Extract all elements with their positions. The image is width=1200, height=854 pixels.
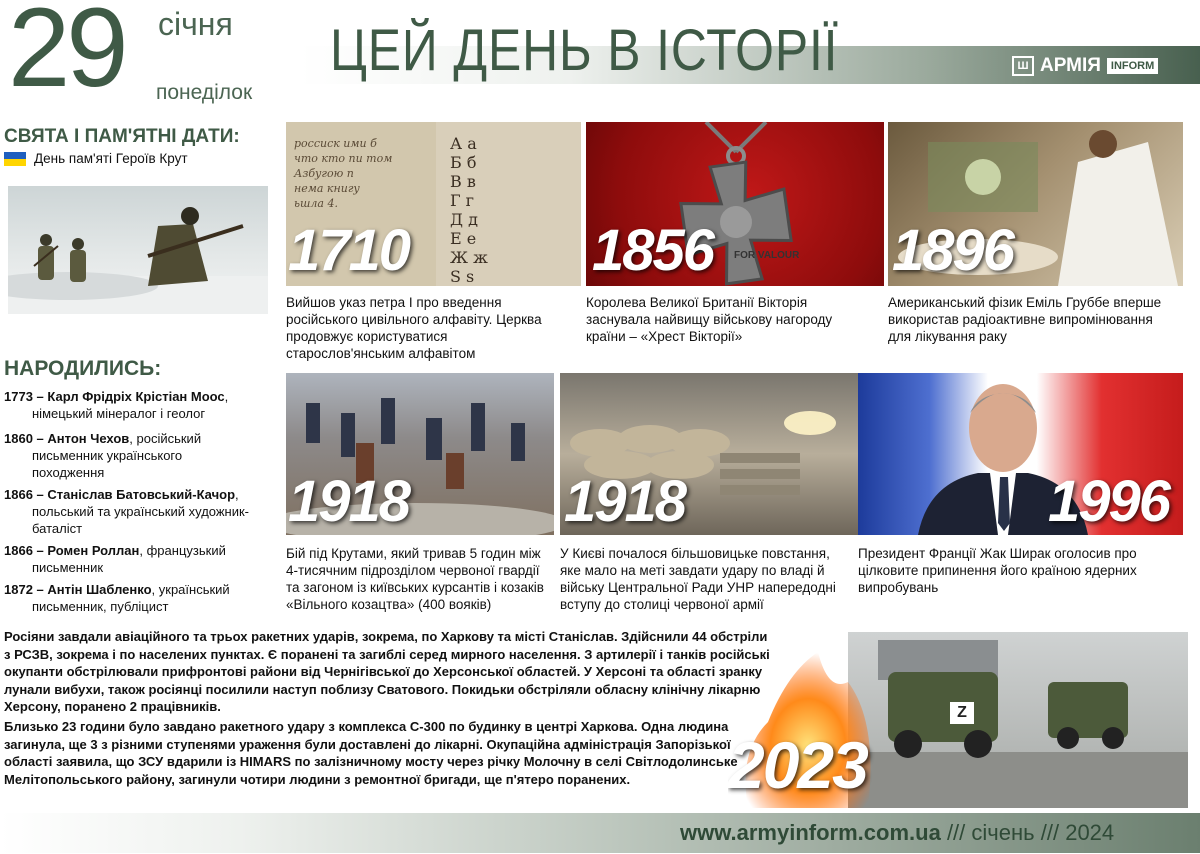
footer-separator: /// (946, 820, 966, 845)
event-caption: Американський фізик Еміль Груббе вперше використав радіоактивне випромінювання для лікування раку (888, 295, 1162, 344)
armyinform-logo[interactable] (1012, 52, 1180, 80)
born-year: 1860 (4, 431, 33, 446)
born-desc: , російський (129, 431, 202, 446)
date-weekday: понеділок (156, 81, 253, 104)
alphabet-letter: А а (450, 134, 477, 153)
event-year: 1918 (288, 469, 410, 534)
alphabet-script-line: Азбугою п (294, 167, 354, 180)
alphabet-letter: Б б (450, 153, 477, 172)
born-desc-line: письменник українського (32, 448, 183, 463)
footer-separator: /// (1040, 820, 1060, 845)
event-caption: Президент Франції Жак Ширак оголосив про цілковите припинення його країною ядерних випробувань (858, 546, 1137, 595)
born-name: Антін Шабленко (47, 582, 152, 597)
born-desc-line: походження (32, 465, 105, 480)
event-year: 1856 (592, 218, 714, 283)
born-desc-line: німецький мінералог і геолог (32, 406, 206, 421)
born-year: 1866 (4, 487, 33, 502)
footer-year: 2024 (1065, 820, 1115, 845)
footer-month: січень (971, 820, 1035, 845)
event-photo-alphabet (286, 122, 581, 286)
event-photo-victoria-cross (586, 122, 884, 286)
born-desc-line: письменник, публіцист (32, 599, 169, 614)
event-photo-chirac (858, 373, 1183, 535)
news-paragraph: Близько 23 години було завдано ракетного удару з комплекса С-300 по будинку в центрі Харкова. Одна людина загинула, ще 3 з різними ступенями ураження були доставлені до лікарні. Окупаційна адміністрація Запорізької області заявила, що ЗСУ вдарили із HIMARS по залізничному мосту через річку Молочну в селі Світлодолинське Мелітопольського району, загинули чотири людини з ремонтної бригади, ще п'ятеро поранених. (4, 719, 738, 787)
date-month: січня (158, 6, 233, 42)
event-caption: У Києві почалося більшовицьке повстання, яке мало на меті завдати удару по владі й війську Центральної Ради УНР напередодні вступу до столиці червоної армії (560, 546, 836, 612)
holiday-item (4, 151, 188, 166)
born-year: 1872 (4, 582, 33, 597)
logo-sub-text: INFORM (1107, 58, 1158, 74)
born-year: 1773 (4, 389, 33, 404)
born-name: Антон Чехов (47, 431, 130, 446)
born-item: 1872 – Антін Шабленко, український письменник, публіцист (4, 581, 274, 615)
event-caption: Вийшов указ петра І про введення російського цивільного алфавіту. Церква продовжує користуватися старослов'янським алфавітом (286, 295, 542, 361)
ukraine-flag-icon (4, 152, 26, 166)
event-caption: Бій під Крутами, який тривав 5 годин між 4-тисячним підрозділом червоної гвардії та загоном із київських курсантів і козаків «Вільного козацтва» (400 вояків) (286, 546, 544, 612)
news-paragraph: Росіяни завдали авіаційного та трьох ракетних ударів, зокрема, по Харкову та місті Станіслав. Здійснили 44 обстріли з РСЗВ, зокрема і по населених пунктах. Є поранені та загиблі серед мирного населення. З артилерії і танків російські окупанти обстрілювали прифронтові райони від Чернігівської до Херсонської областей. У Херсоні та області зранку лунали вибухи, також росіянці посилили наступ поблизу Сватового. Покидьки обстріляли обласну клінічну лікарню Херсону, поранено 2 працівників. (4, 629, 770, 714)
alphabet-letter: Д д (450, 210, 478, 229)
born-name: Карл Фрідріх Крістіан Моос (47, 389, 225, 404)
vehicle-mark: Z (957, 704, 967, 721)
born-year: 1866 (4, 543, 33, 558)
born-heading: НАРОДИЛИСЬ: (4, 357, 162, 380)
born-desc-line: письменник (32, 560, 104, 575)
event-year: 1918 (564, 469, 686, 534)
born-desc: , французький (139, 543, 226, 558)
born-desc-line: баталіст (32, 521, 83, 536)
born-item: 1866 – Ромен Роллан, французький письменник (4, 542, 274, 576)
kruty-heroes-photo (8, 186, 268, 314)
alphabet-letter: В в (450, 172, 476, 191)
date-day: 29 (8, 0, 125, 110)
born-desc: , український (151, 582, 230, 597)
holiday-label: День пам'яті Героїв Крут (34, 151, 188, 166)
alphabet-letter: Г г (450, 191, 475, 210)
event-year: 1996 (1048, 469, 1170, 534)
alphabet-letter: Е е (450, 229, 477, 248)
alphabet-script-line: что кто пи том (294, 152, 393, 165)
medal-inscription: FOR VALOUR (734, 250, 800, 261)
logo-main-text: АРМІЯ (1040, 55, 1101, 76)
born-item: 1866 – Станіслав Батовський-Качор, польський та український художник- баталіст (4, 486, 274, 537)
born-desc: , (224, 389, 229, 404)
event-photo-kruty-battle (286, 373, 554, 535)
page-title: ЦЕЙ ДЕНЬ В ІСТОРІЇ (330, 18, 839, 83)
holidays-heading: СВЯТА І ПАМ'ЯТНІ ДАТИ: (4, 126, 240, 147)
alphabet-letter: Ж ж (450, 248, 488, 267)
alphabet-script-line: россиск ими б (294, 137, 377, 150)
event-year: 1710 (288, 218, 410, 283)
born-item: 1860 – Антон Чехов, російський письменник українського походження (4, 430, 274, 481)
alphabet-letter: S s (450, 267, 475, 286)
born-desc: , (235, 487, 239, 502)
footer (680, 820, 1114, 846)
born-name: Ромен Роллан (47, 543, 140, 558)
alphabet-script-line: ьшла 4. (294, 197, 338, 210)
event-photo-radiotherapy (888, 122, 1183, 286)
born-desc-line: польський та український художник- (32, 504, 250, 519)
event-photo-kyiv-uprising (560, 373, 858, 535)
alphabet-script-line: нема книгу (294, 182, 360, 195)
news-year: 2023 (728, 728, 867, 802)
born-item: 1773 – Карл Фрідріх Крістіан Моос, німецький мінералог і геолог (4, 388, 274, 422)
footer-site-link[interactable]: www.armyinform.com.ua (680, 820, 941, 845)
event-caption: Королева Великої Британії Вікторія заснувала найвищу військову нагороду країни – «Хрест Вікторії» (586, 295, 833, 344)
trident-icon: Ш (1012, 56, 1034, 76)
event-year: 1896 (892, 218, 1014, 283)
news-photo-destroyed-vehicles (728, 632, 1188, 808)
born-name: Станіслав Батовський-Качор (47, 487, 236, 502)
